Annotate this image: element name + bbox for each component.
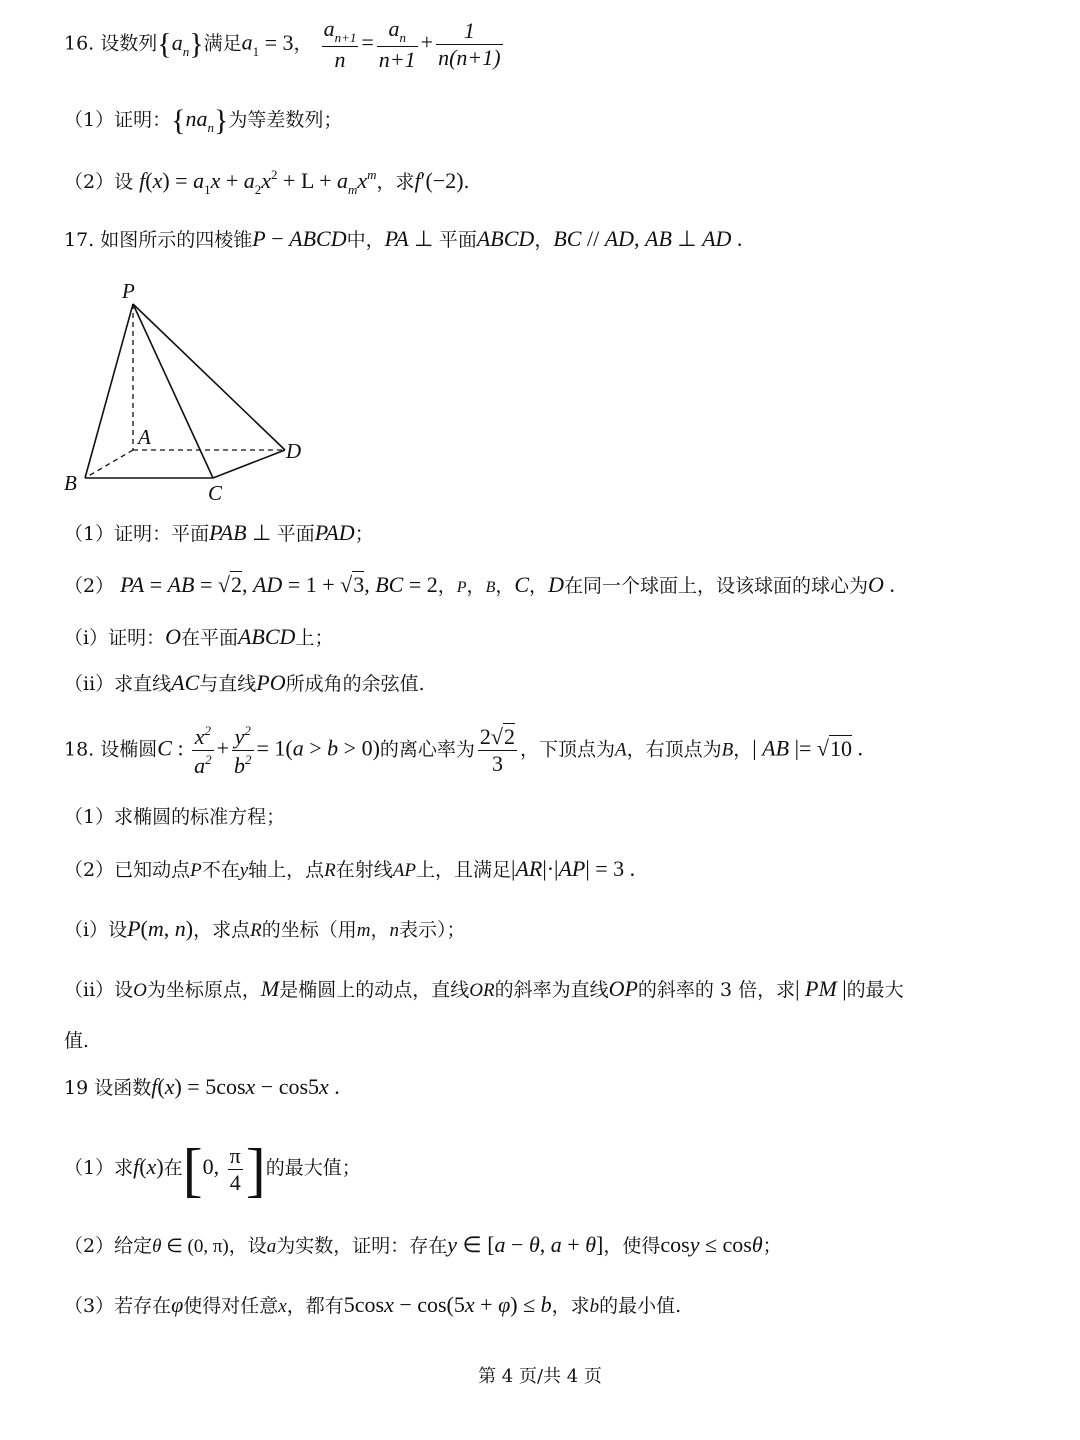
q16-frac-lhs: $\frac{a_{n+1}}{n}$ [323,16,357,72]
q19-part1: （1）求f(x)在[0, $\frac{\pi}{4}$ ]的最大值； [64,1137,361,1203]
q16-number: 16. [64,32,95,55]
q17-stem: 17. 如图所示的四棱锥P − ABCD中，PA ⊥ 平面ABCD，BC // AD, AB ⊥ AD . [64,226,743,251]
q18-part2-i: （i）设P(m, n)，求点R的坐标（用m，n表示）； [64,916,466,941]
q18-part2-ii-cont: 值. [64,1030,90,1052]
label-C: C [208,481,223,505]
q18-number: 18. [64,738,95,761]
q18-stem: 18. 设椭圆C : $\frac{x^2}{a^2}$ + $\frac{y^2}{b^2}$ = 1(a > b > 0)的离心率为 $\frac{2√2}{3}$ ，下顶点为A，右顶点为B，| AB |= √10 . [64,723,863,778]
q17-part2-i: （i）证明：O在平面ABCD上； [64,624,334,649]
q16-frac-rhs1: $\frac{a_n}{n+1}$ [378,16,416,72]
page-footer: 第 4 页/共 4 页 [478,1366,602,1387]
label-D: D [286,439,302,463]
q18-part2-ii: （ii）设O为坐标原点，M是椭圆上的动点，直线OR的斜率为直线OP的斜率的 3 倍，求| PM |的最大 [64,976,904,1001]
q17-number: 17. [64,229,95,251]
q17-part2-ii: （ii）求直线AC与直线PO所成角的余弦值. [64,670,425,695]
q19-part2: （2）给定θ ∈ (0, π)，设a为实数，证明：存在y ∈ [a − θ, a + θ]，使得cosy ≤ cosθ； [64,1232,782,1257]
edge-PC [133,304,213,478]
label-B: B [64,471,77,495]
q16-part2: （2）设 $f(x) = a_1x + a_2x^2 + L + a_mx^m$，求f′(−2). [64,167,470,197]
q18-eccentricity: $\frac{2√2}{3}$ [479,724,515,776]
q18-part1: （1）求椭圆的标准方程； [64,806,286,828]
label-A: A [138,425,151,449]
q16-stem: 16. 设数列$\{a_n\}$满足$a_1 = 3$， $\frac{a_{n+1}}{n}$ = $\frac{a_n}{n+1}$ + $\frac{1}{n(n+1)}$ [64,16,501,72]
q19-number: 19 [64,1077,89,1099]
edge-CD [213,450,285,478]
q19-stem: 19 设函数f(x) = 5cosx − cos5x . [64,1074,340,1099]
edge-PB [85,304,133,478]
q18-part2: （2）已知动点P不在y轴上，点R在射线AP上，且满足|AR|·|AP| = 3 . [64,856,636,881]
q19-part3: （3）若存在φ使得对任意x，都有5cosx − cos(5x + φ) ≤ b，求b的最小值. [64,1292,682,1317]
q17-part1: （1）证明：平面PAB ⊥ 平面PAD； [64,520,374,545]
q16-frac-rhs2: $\frac{1}{n(n+1)}$ [438,18,501,70]
q16-part1: （1）证明：$\{na_n\}$为等差数列； [64,104,343,137]
q17-part2: （2） PA = AB = √2, AD = 1 + √3, BC = 2，P，B，C，D在同一个球面上，设该球面的球心为O . [64,572,895,597]
edge-PD [133,304,285,450]
label-P: P [122,280,135,303]
pyramid-figure [60,280,320,505]
